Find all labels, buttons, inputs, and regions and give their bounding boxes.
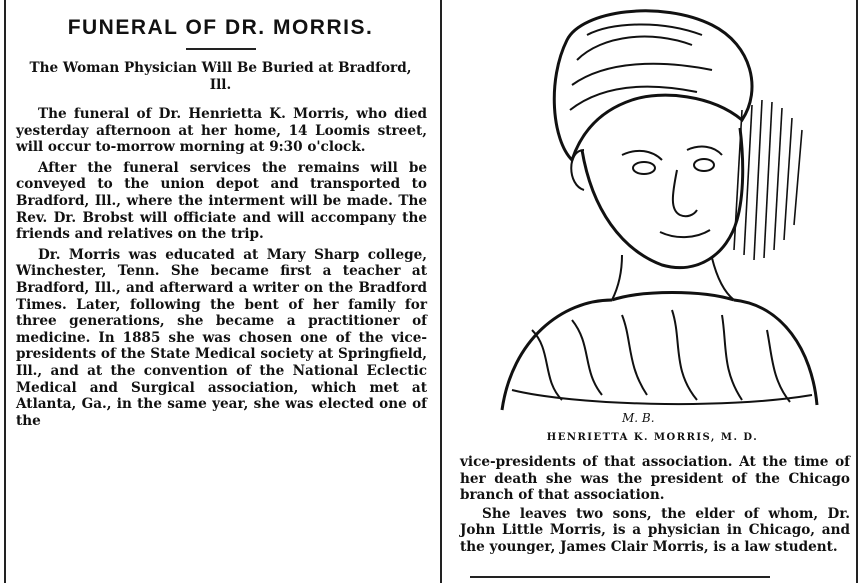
- right-column-rule: [856, 0, 858, 583]
- deck-subheading: The Woman Physician Will Be Buried at Bradford, Ill.: [29, 60, 412, 93]
- left-column-rule: [4, 0, 6, 583]
- paragraph-3: Dr. Morris was educated at Mary Sharp college, Winchester, Tenn. She became first a teacher at Bradford, Ill., and afterward a writer on the Bradford Times. Later, following the bent of her family for three generations, she became a practitioner of medicine. In 1885 she was chosen one of the vice-presidents of the State Medical society at Springfield, Ill., and at the convention of the National Eclectic Medical and Surgical association, which met at Atlanta, Ga., in the same year, she was elected one of the: [16, 246, 427, 429]
- paragraph-1: The funeral of Dr. Henrietta K. Morris, who died yesterday afternoon at her home, 14 Loomis street, will occur to-morrow morning at 9:30 o'clock.: [16, 106, 427, 156]
- right-paragraph-2: She leaves two sons, the elder of whom, Dr. John Little Morris, is a physician in Chicago, and the younger, James Clair Morris, is a law student.: [460, 505, 850, 555]
- right-paragraph-1: vice-presidents of that association. At the time of her death she was the president of the Chicago branch of that association.: [460, 454, 850, 504]
- portrait-illustration: [472, 0, 832, 430]
- headline-rule: [186, 48, 256, 50]
- paragraph-2: After the funeral services the remains will be conveyed to the union depot and transported to Bradford, Ill., where the interment will be made. The Rev. Dr. Brobst will officiate and will accompany the friends and relatives on the trip.: [16, 159, 427, 243]
- headline: FUNERAL OF DR. MORRIS.: [67, 16, 374, 39]
- portrait-caption: HENRIETTA K. MORRIS, M. D.: [546, 432, 759, 443]
- bottom-rule: [470, 576, 770, 578]
- left-column: [8, 0, 433, 583]
- right-column: [450, 0, 855, 583]
- svg-text:M. B.: M. B.: [622, 411, 655, 425]
- center-column-rule: [440, 0, 442, 583]
- right-column-text: [460, 454, 850, 558]
